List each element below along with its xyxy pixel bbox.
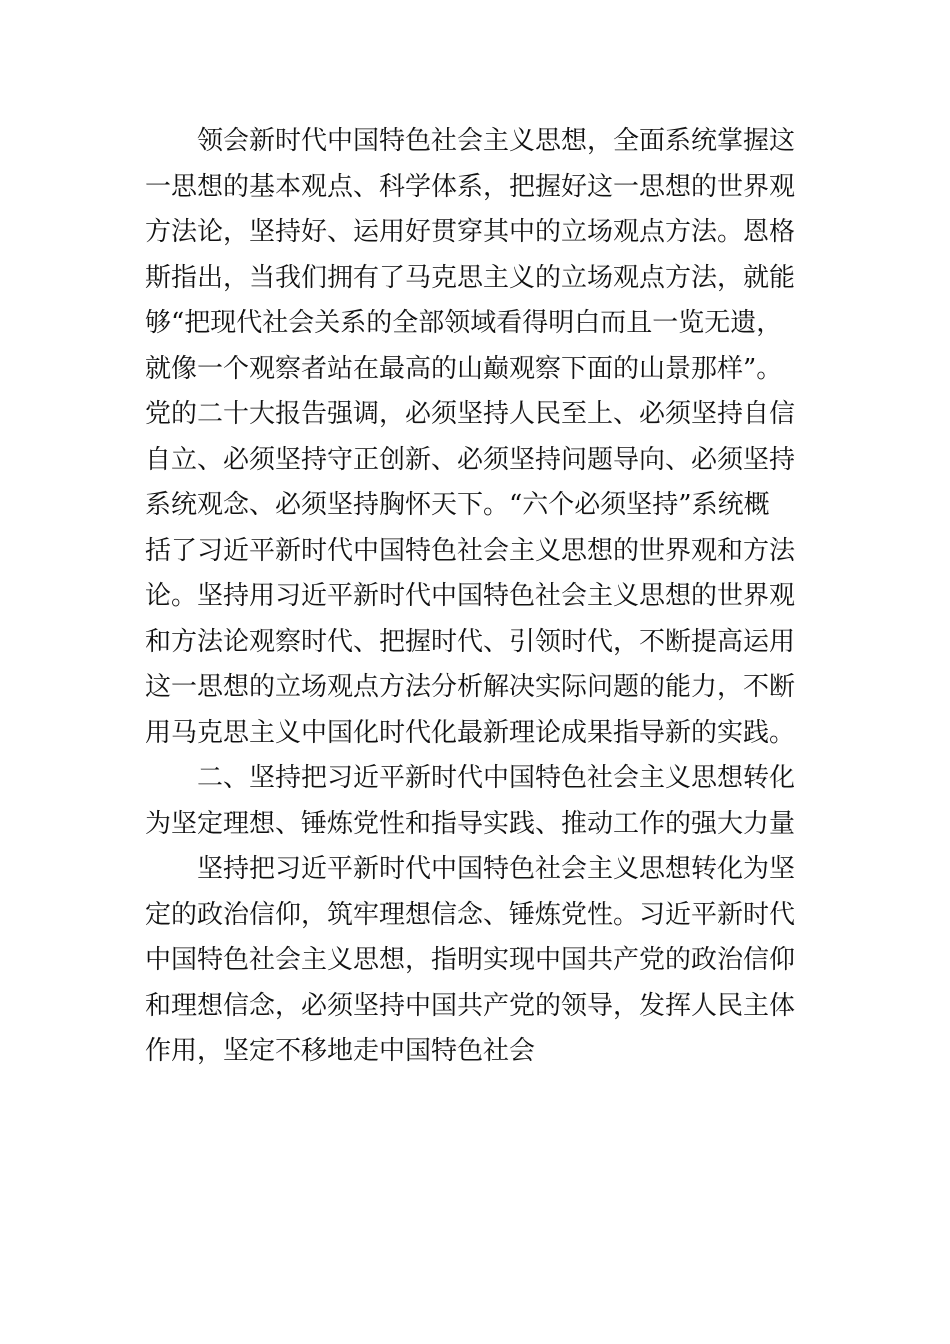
text-line: 这一思想的立场观点方法分析解决实际问题的能力，不断 (145, 672, 796, 702)
text-line: 领会新时代中国特色社会主义思想，全面系统掌握这 (197, 126, 796, 156)
paragraph-methodology (145, 119, 809, 756)
heading-line: 二、坚持把习近平新时代中国特色社会主义思想转化 (197, 763, 796, 793)
text-line: 系统观念、必须坚持胸怀天下。“六个必须坚持”系统概 (145, 490, 770, 520)
text-line: 方法论，坚持好、运用好贯穿其中的立场观点方法。恩格 (145, 217, 796, 247)
text-line: 括了习近平新时代中国特色社会主义思想的世界观和方法 (145, 535, 796, 566)
text-line: 就像一个观察者站在最高的山巅观察下面的山景那样”。 (145, 353, 783, 384)
text-line: 和方法论观察时代、把握时代、引领时代，不断提高运用 (145, 626, 796, 657)
text-line: 中国特色社会主义思想，指明实现中国共产党的政治信仰 (145, 945, 796, 975)
text-line: 一思想的基本观点、科学体系，把握好这一思想的世界观 (145, 171, 796, 202)
text-line: 党的二十大报告强调，必须坚持人民至上、必须坚持自信 (145, 399, 796, 429)
text-line: 斯指出，当我们拥有了马克思主义的立场观点方法，就能 (145, 262, 796, 293)
paragraph-political-belief (145, 847, 809, 1075)
text-line: 用马克思主义中国化时代化最新理论成果指导新的实践。 (145, 717, 796, 748)
heading-line: 为坚定理想、锤炼党性和指导实践、推动工作的强大力量 (145, 808, 796, 839)
document-body (145, 119, 809, 1075)
text-line: 定的政治信仰，筑牢理想信念、锤炼党性。习近平新时代 (145, 899, 796, 930)
text-line: 作用，坚定不移地走中国特色社会 (145, 1036, 536, 1066)
text-line: 够“把现代社会关系的全部领域看得明白而且一览无遗， (145, 308, 783, 338)
text-line: 和理想信念，必须坚持中国共产党的领导，发挥人民主体 (145, 990, 796, 1021)
text-line: 坚持把习近平新时代中国特色社会主义思想转化为坚 (197, 854, 796, 884)
text-line: 论。坚持用习近平新时代中国特色社会主义思想的世界观 (145, 581, 796, 611)
text-line: 自立、必须坚持守正创新、必须坚持问题导向、必须坚持 (145, 444, 796, 475)
section-heading-2 (145, 756, 809, 847)
